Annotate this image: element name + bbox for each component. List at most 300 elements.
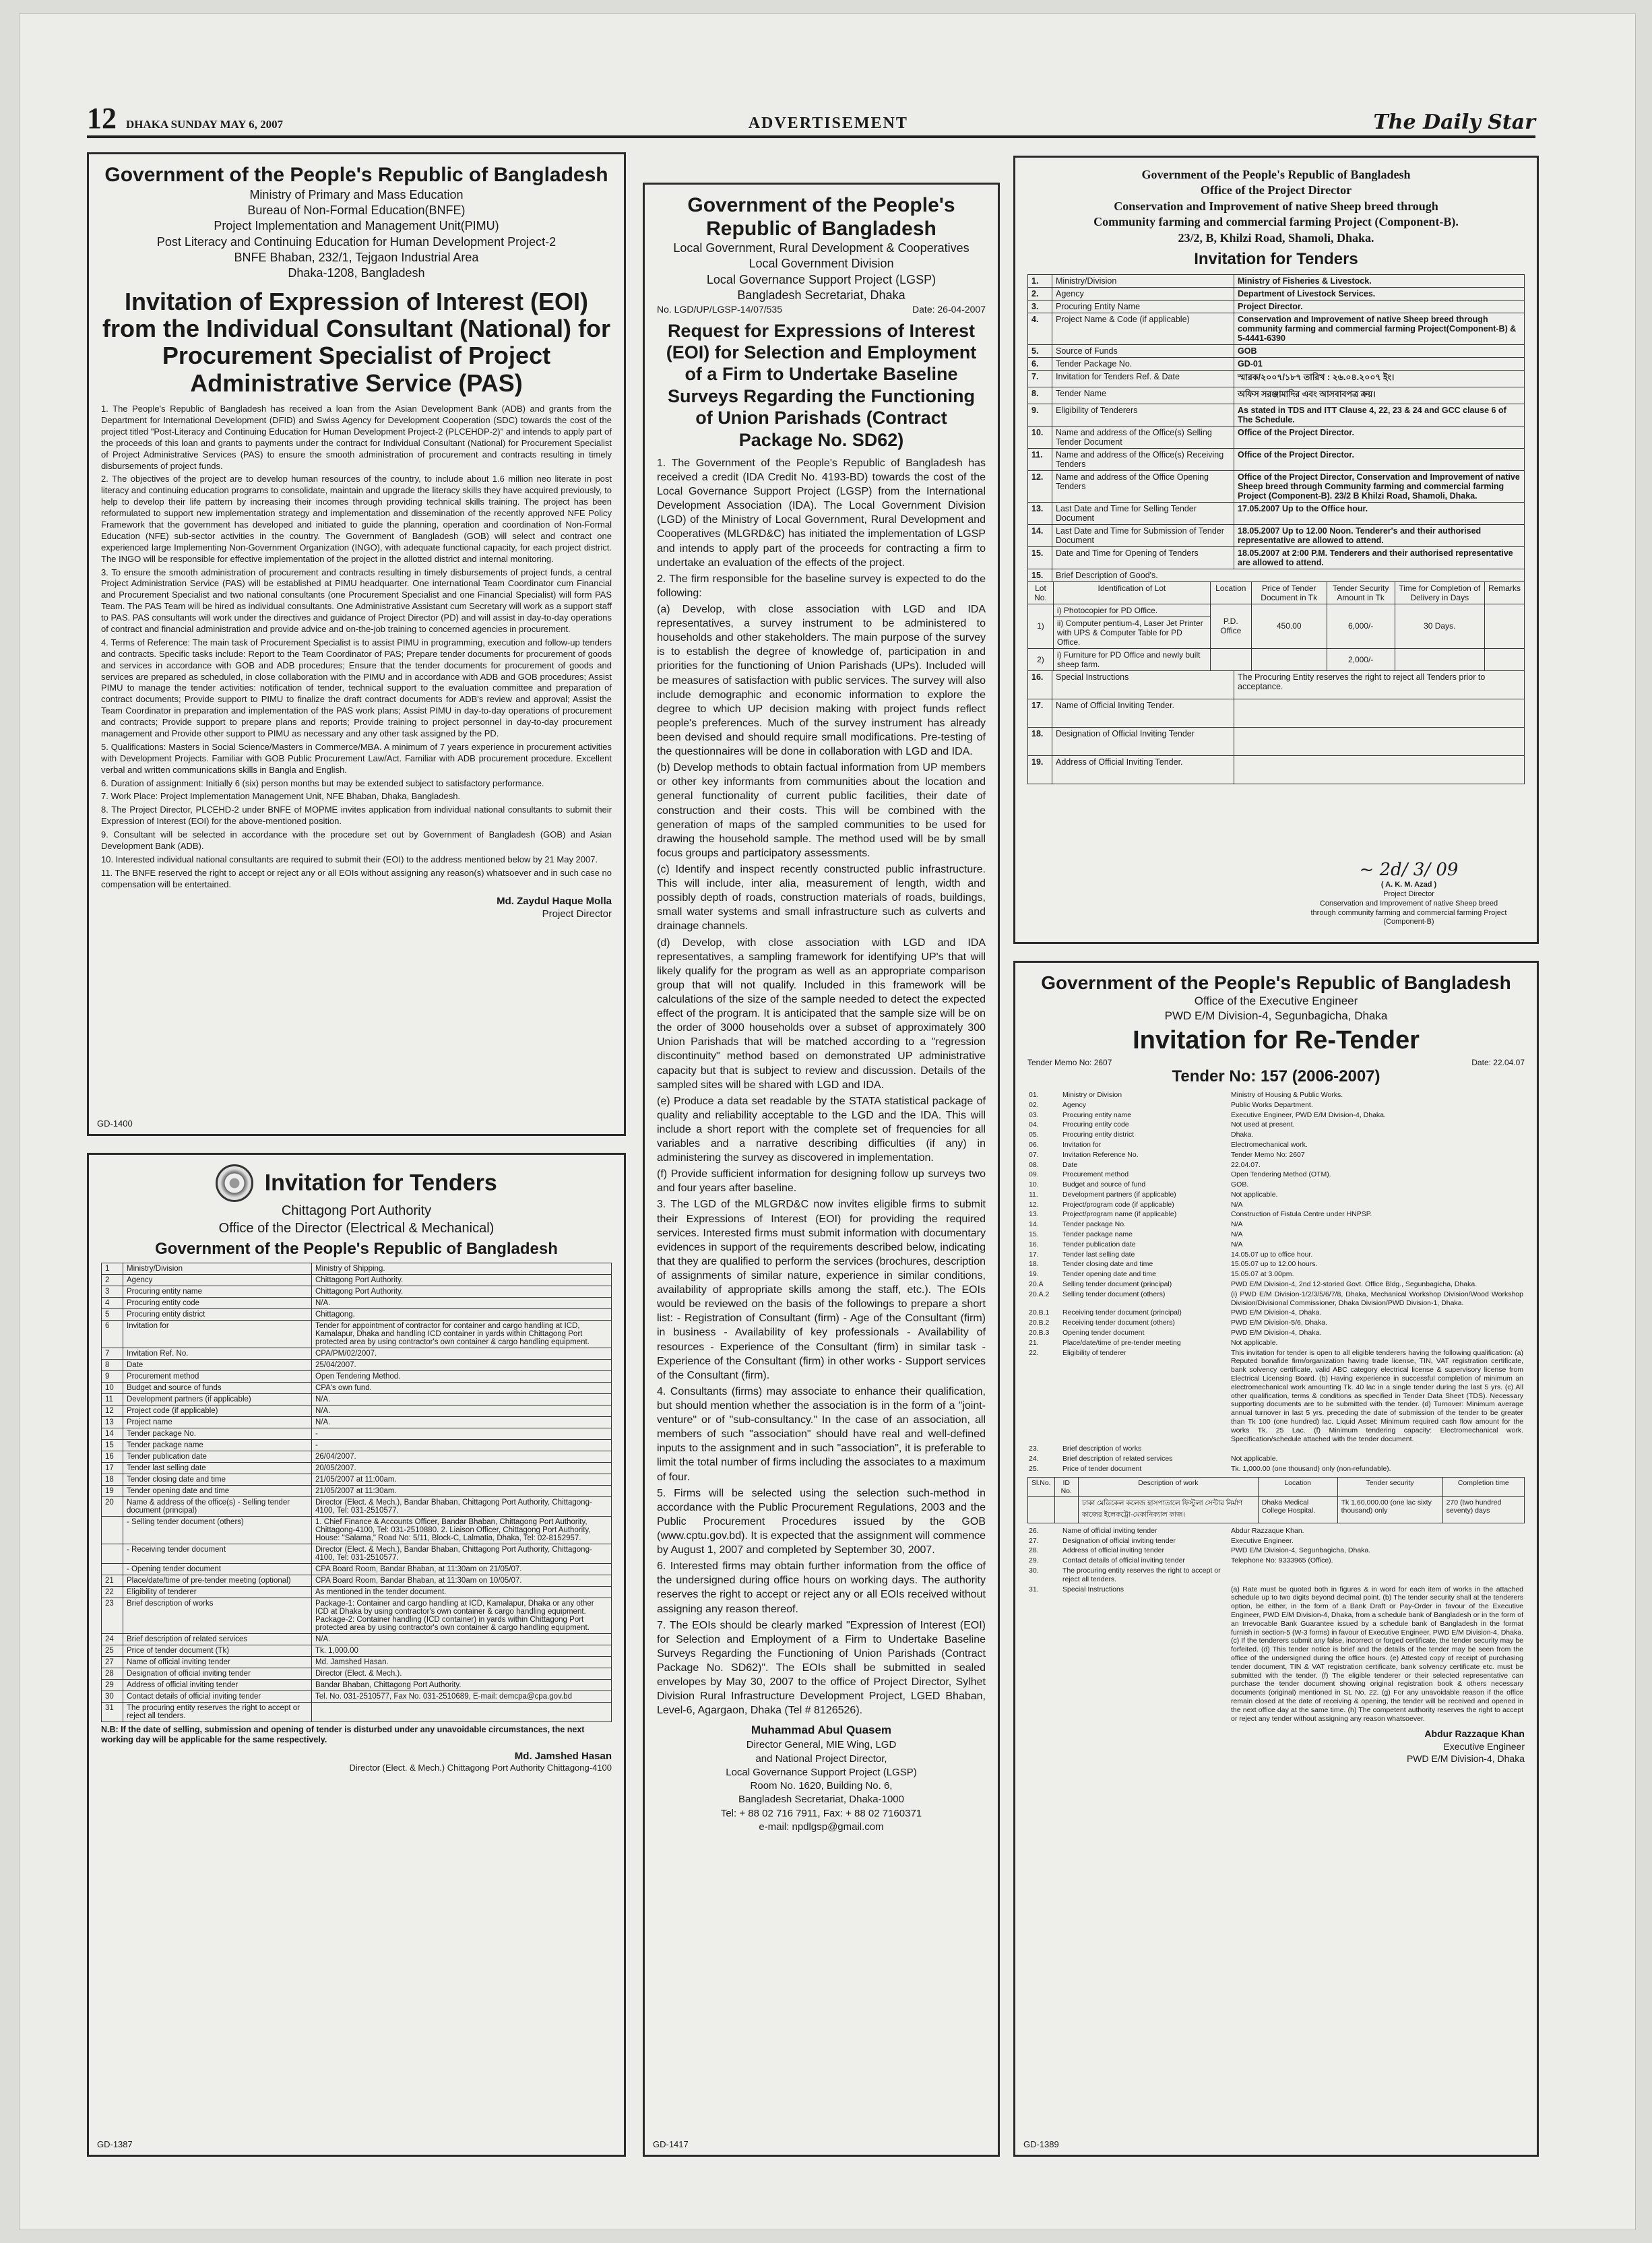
row-label: Brief description of works bbox=[1062, 1445, 1142, 1453]
detail-row bbox=[1027, 1180, 1525, 1190]
row-number: 23 bbox=[102, 1598, 123, 1633]
row-label: Name & address of the office(s) - Selling tender document (principal) bbox=[123, 1496, 312, 1516]
row-label: Tender closing date and time bbox=[1062, 1260, 1153, 1269]
row-value: Tender Memo No: 2607 bbox=[1231, 1150, 1305, 1159]
ad-government-title: Government of the People's Republic of Bangladesh bbox=[687, 194, 955, 240]
row-number: 4. bbox=[1028, 313, 1052, 344]
row-value: GOB. bbox=[1231, 1180, 1249, 1189]
row-number: 1. bbox=[1028, 274, 1052, 287]
row-value: স্মারক/২০০৭/১৮৭ তারিখ : ২৬.০৪.২০০৭ ইং। bbox=[1234, 370, 1525, 387]
row-label: Procuring entity code bbox=[123, 1297, 312, 1308]
row-number: 02. bbox=[1029, 1100, 1039, 1109]
row-label: Development partners (if applicable) bbox=[1062, 1190, 1176, 1199]
row-number: 30. bbox=[1029, 1566, 1039, 1575]
detail-row bbox=[1027, 1290, 1525, 1308]
row-value: Bandar Bhaban, Chittagong Port Authority. bbox=[312, 1679, 612, 1691]
signature-block: Abdur Razzaque Khan Executive Engineer PWD E/M Division-4, Dhaka bbox=[1406, 1728, 1525, 1764]
row-label: Procuring entity name bbox=[123, 1286, 312, 1297]
row-number: 21 bbox=[102, 1575, 123, 1586]
signature-block: Md. Jamshed Hasan Director (Elect. & Mech.) Chittagong Port Authority Chittagong-4100 bbox=[349, 1750, 612, 1773]
row-label: Name and address of the Office(s) Selling Tender Document bbox=[1052, 426, 1234, 448]
lot-row: 1) i) Photocopier for PD Office. P.D. Office 450.00 6,000/- 30 Days. bbox=[1028, 604, 1525, 617]
row-label: Tender closing date and time bbox=[123, 1474, 312, 1485]
row-label: Name and address of the Office Opening Tenders bbox=[1052, 470, 1234, 502]
works-row: ঢাকা মেডিকেল কলেজ হাসপাতালে ফিস্টুলা সেন্টার নির্মাণ কাজের ইলেকট্রো-মেকানিক্যাল কাজ। Dhaka Medical College Hospital. Tk 1,60,000.00 (one lac sixty thousand) only 270 (two hundred seventy) days bbox=[1028, 1496, 1525, 1523]
row-value: 14.05.07 up to office hour. bbox=[1231, 1250, 1313, 1259]
row-number: 11. bbox=[1029, 1190, 1038, 1199]
section-title: ADVERTISEMENT bbox=[748, 115, 908, 132]
detail-row bbox=[1027, 1338, 1525, 1348]
row-value bbox=[1234, 699, 1525, 727]
row-number: 9 bbox=[102, 1370, 123, 1382]
row-number: 29. bbox=[1029, 1556, 1039, 1565]
row-number: 13. bbox=[1029, 1210, 1039, 1219]
row-value: 15.05.07 up to 12.00 hours. bbox=[1231, 1260, 1318, 1269]
row-label: Brief description of works bbox=[123, 1598, 312, 1633]
detail-row bbox=[1027, 1140, 1525, 1150]
row-label: Name and address of the Office(s) Receiving Tenders bbox=[1052, 448, 1234, 470]
row-number: 16. bbox=[1029, 1240, 1039, 1249]
detail-row bbox=[1027, 1240, 1525, 1250]
row-label: Tender package name bbox=[1062, 1230, 1133, 1239]
row-label: Date bbox=[123, 1359, 312, 1370]
row-value: N/A. bbox=[312, 1633, 612, 1645]
row-number: 14. bbox=[1029, 1220, 1039, 1229]
row-value: Ministry of Shipping. bbox=[312, 1263, 612, 1274]
row-value: - bbox=[312, 1428, 612, 1439]
row-number: 8 bbox=[102, 1359, 123, 1370]
row-number: 20.B.3 bbox=[1029, 1329, 1050, 1337]
ad-org-lines: Government of the People's Republic of Bangladesh Office of the Project Director Conservation and Improvement of native Sheep breed through Community farming and commercial farming Project (Component-B). 23/2, B, Khilzi Road, Shamoli, Dhaka. bbox=[1093, 168, 1459, 245]
row-number bbox=[102, 1563, 123, 1575]
row-label: Designation of Official Inviting Tender bbox=[1052, 727, 1234, 755]
column-header: Location bbox=[1210, 581, 1251, 604]
lot-row: 2) i) Furniture for PD Office and newly built sheep farm. 2,000/- bbox=[1028, 648, 1525, 670]
column-header: Sl.No. bbox=[1028, 1477, 1055, 1496]
table-row bbox=[1028, 448, 1525, 470]
row-value: Ministry of Housing & Public Works. bbox=[1231, 1090, 1343, 1099]
eoi-procurement-specialist-ad bbox=[87, 152, 626, 1136]
row-value: GOB bbox=[1234, 344, 1525, 357]
row-number: 20 bbox=[102, 1496, 123, 1516]
row-number: 05. bbox=[1029, 1131, 1039, 1139]
row-label: Tender package name bbox=[123, 1439, 312, 1451]
row-label: Procuring entity district bbox=[1062, 1131, 1135, 1139]
row-label: Brief description of related services bbox=[1062, 1455, 1173, 1463]
row-value: Public Works Department. bbox=[1231, 1100, 1313, 1109]
row-value: GD-01 bbox=[1234, 357, 1525, 370]
table-row bbox=[102, 1348, 612, 1359]
row-label: Project code (if applicable) bbox=[123, 1405, 312, 1416]
row-value: CPA/PM/02/2007. bbox=[312, 1348, 612, 1359]
row-label: Name of Official Inviting Tender. bbox=[1052, 699, 1234, 727]
row-label: Receiving tender document (others) bbox=[1062, 1319, 1175, 1327]
column-header: Completion time bbox=[1442, 1477, 1524, 1496]
row-number: 28 bbox=[102, 1668, 123, 1679]
row-value bbox=[1230, 1566, 1525, 1585]
detail-row bbox=[1027, 1090, 1525, 1100]
row-number: 22. bbox=[1029, 1348, 1039, 1357]
row-number: 27. bbox=[1029, 1536, 1039, 1545]
detail-row bbox=[1027, 1585, 1525, 1724]
table-row bbox=[102, 1451, 612, 1462]
row-label: Brief Description of Good's. bbox=[1052, 569, 1525, 581]
ad-ref-row: No. LGD/UP/LGSP-14/07/535 Date: 26-04-2007 bbox=[657, 303, 986, 315]
row-number: 19. bbox=[1028, 755, 1052, 784]
signature-block: Md. Zaydul Haque Molla Project Director bbox=[497, 895, 612, 920]
table-row bbox=[1028, 274, 1525, 287]
row-value: This invitation for tender is open to all eligible tenderers having the following qualification: (a) Reputed bonafide firm/organization having trade license, TIN, VAT registration certificate, bank solvency certificate, valid ABC category electrical license & supervisory license from Electrical Licensing Board. (b) Having experience in successful completion of minimum an electromechanical work amounting Tk. 40 lac in a single tender during the last 5 yrs. (c) All other qualification, terms & conditions as specified in Tender Data Sheet (TDS). Necessary supporting documents are to be submitted with the tender. (d) Turnover: Minimum average annual turnover in last 5 yrs. preceding the date of submission of the tender to be greater than Tk 100 (one hundred) lac. Liquid Asset: Minimum required cash flow amount for the works Tk. 25 Lac. (f) Minimum tendering capacity: Electromechanical work. Specification/schedule attached with the tender document. bbox=[1231, 1348, 1523, 1443]
table-row bbox=[102, 1263, 612, 1274]
row-number: 19 bbox=[102, 1485, 123, 1496]
row-number: 16. bbox=[1028, 670, 1052, 699]
table-row bbox=[1028, 313, 1525, 344]
row-label: Agency bbox=[1062, 1100, 1087, 1109]
row-number: 8. bbox=[1028, 387, 1052, 404]
row-value: (i) PWD E/M Division-1/2/3/5/6/7/8, Dhaka, Mechanical Workshop Division/Wood Workshop Division/Divisional Commissioner, Dhaka Division/PWD Division-1, Dhaka. bbox=[1231, 1290, 1523, 1307]
detail-row bbox=[1027, 1566, 1525, 1585]
row-value: 1. Chief Finance & Accounts Officer, Bandar Bhaban, Chittagong Port Authority, Chittagong-4100, Tel: 031-2510880. 2. Liaison Officer, Chittagong Port Authority, House: "Salama," Road No: 5/11, Block-C, Lalmatia, Dhaka, Tel: 02-8152957. bbox=[312, 1516, 612, 1544]
table-row bbox=[102, 1516, 612, 1544]
row-number: 03. bbox=[1029, 1110, 1039, 1119]
row-number: 28. bbox=[1029, 1546, 1039, 1555]
detail-row bbox=[1027, 1130, 1525, 1140]
ad-ref-row: Tender Memo No: 2607 Date: 22.04.07 bbox=[1027, 1057, 1525, 1067]
row-number: 24 bbox=[102, 1633, 123, 1645]
detail-row bbox=[1027, 1250, 1525, 1260]
ad-headline: Request for Expressions of Interest (EOI) for Selection and Employment of a Firm to Undertake Baseline Surveys Regarding the Functioning of Union Parishads (Contract Package No. SD62) bbox=[666, 320, 977, 450]
row-label: Budget and source of fund bbox=[1062, 1180, 1146, 1189]
row-number: 21. bbox=[1029, 1338, 1039, 1347]
lgsp-eoi-ad bbox=[643, 183, 1000, 2157]
signature-block: Muhammad Abul Quasem Director General, MIE Wing, LGD and National Project Director, Local Governance Support Project (LGSP) Room No. 1620, Building No. 6, Bangladesh Secretariat, Dhaka-1000 Tel: + 88 02 716 7911, Fax: + 88 02 7160371 e-mail: npdlgsp@gmail.com bbox=[720, 1724, 922, 1833]
column-header: Description of work bbox=[1078, 1477, 1258, 1496]
table-row bbox=[1028, 699, 1525, 727]
row-value: N/A. bbox=[312, 1393, 612, 1405]
row-number: 12. bbox=[1028, 470, 1052, 502]
detail-row bbox=[1027, 1190, 1525, 1200]
row-value: Tk. 1,000.00 bbox=[312, 1645, 612, 1656]
row-value: Director (Elect. & Mech.), Bandar Bhaban, Chittagong Port Authority, Chittagong-4100, Tel: 031-2510577. bbox=[312, 1544, 612, 1563]
table-row bbox=[102, 1428, 612, 1439]
row-label: Tender publication date bbox=[1062, 1240, 1136, 1249]
row-label: Address of official inviting tender bbox=[123, 1679, 312, 1691]
row-number: 30 bbox=[102, 1691, 123, 1702]
row-label: Procuring Entity Name bbox=[1052, 300, 1234, 313]
row-number: 24. bbox=[1029, 1455, 1039, 1463]
row-number: 29 bbox=[102, 1679, 123, 1691]
row-label: Date and Time for Opening of Tenders bbox=[1052, 546, 1234, 569]
row-number: 01. bbox=[1029, 1090, 1039, 1099]
row-number: 18. bbox=[1028, 727, 1052, 755]
row-label: Price of tender document bbox=[1062, 1465, 1142, 1473]
row-value: 20/05/2007. bbox=[312, 1462, 612, 1474]
row-value: Tel. No. 031-2510577, Fax No. 031-2510689, E-mail: demcpa@cpa.gov.bd bbox=[312, 1691, 612, 1702]
row-number: 09. bbox=[1029, 1170, 1039, 1179]
row-number: 19. bbox=[1029, 1270, 1039, 1279]
row-label: Procurement method bbox=[1062, 1170, 1129, 1179]
ad-org-lines: Local Government, Rural Development & Cooperatives Local Government Division Local Governance Support Project (LGSP) Bangladesh Secretariat, Dhaka bbox=[673, 241, 970, 303]
ad-org: Chittagong Port Authority bbox=[281, 1203, 432, 1218]
table-row bbox=[1028, 546, 1525, 569]
row-number: 17. bbox=[1029, 1250, 1039, 1259]
row-label: Last Date and Time for Selling Tender Document bbox=[1052, 502, 1234, 524]
detail-row bbox=[1027, 1280, 1525, 1290]
row-number: 07. bbox=[1029, 1150, 1039, 1159]
page-header bbox=[87, 102, 1535, 138]
row-number: 08. bbox=[1029, 1160, 1039, 1169]
row-number: 10 bbox=[102, 1382, 123, 1393]
row-value: Open Tendering Method (OTM). bbox=[1231, 1170, 1331, 1179]
row-value: Not used at present. bbox=[1231, 1120, 1295, 1129]
handwritten-signature: ~ 2d/ 3/ 09 bbox=[1359, 859, 1459, 880]
row-value: N/A bbox=[1231, 1230, 1243, 1239]
row-number: 7. bbox=[1028, 370, 1052, 387]
row-value: CPA Board Room, Bandar Bhaban, at 11:30am on 10/05/07. bbox=[312, 1575, 612, 1586]
row-value: (a) Rate must be quoted both in figures & in word for each item of works in the attached schedule up to two digits beyond decimal point. (b) The tender security shall at the tenderers option, be either, in the form of a Bank Draft or Pay-Order in favour of the Executive Engineer, PWD E/M Division-4, Dhaka, from a schedule bank of Bangladesh or in the form of an Irrevocable Bank Guarantee issued by a schedule bank of Bangladesh in the format furnish in section-5 (W-3 forms) in favour of Executive Engineer, PWD E/M Division-4, Dhaka. (c) If the tenderers submit any false, incorrect or forged certificate, the tender security may be forfeited. (d) This tender notice is brief and the details of the tender may be seen from the office of the undersigned during the office hours. (e) Attested copy of receipt of purchasing tender document, TIN & VAT registration certificate, bank solvency certificate etc. must be submitted with the tender. (f) The eligible tenderer or their selected representative can purchase the tender document showing original registration book & others necessary documents (original) mentioned in SL No. 22. (g) For any unavoidable reason if the office remain closed at the date of receiving & opening, the tender will be received and opened in the next office day at the same time. (h) The competent authority reserves the right to accept or reject any tender without assigning any reason whatsoever. bbox=[1231, 1585, 1523, 1723]
row-label: Invitation Ref. No. bbox=[123, 1348, 312, 1359]
row-value: PWD E/M Division-4, Segunbagicha, Dhaka. bbox=[1231, 1546, 1371, 1555]
row-label: Tender opening date and time bbox=[1062, 1270, 1156, 1279]
tender-table bbox=[1027, 274, 1525, 582]
row-value: N/A bbox=[1231, 1220, 1243, 1229]
ad-code: GD-1417 bbox=[653, 2139, 689, 2149]
detail-row bbox=[1027, 1259, 1525, 1269]
table-row bbox=[1028, 524, 1525, 546]
row-number: 9. bbox=[1028, 404, 1052, 426]
column-header: Tender security bbox=[1337, 1477, 1442, 1496]
row-number: 31 bbox=[102, 1702, 123, 1721]
row-label: The procuring entity reserves the right to accept or reject all tenders. bbox=[123, 1702, 312, 1721]
row-label: Procuring entity district bbox=[123, 1308, 312, 1320]
row-number: 12. bbox=[1029, 1200, 1039, 1209]
column-header: Identification of Lot bbox=[1053, 581, 1210, 604]
row-label: Name of official inviting tender bbox=[1062, 1526, 1157, 1535]
row-label: Agency bbox=[1052, 287, 1234, 300]
row-value: Executive Engineer, PWD E/M Division-4, Dhaka. bbox=[1231, 1110, 1386, 1119]
detail-row bbox=[1027, 1444, 1525, 1454]
row-label: Tender opening date and time bbox=[123, 1485, 312, 1496]
row-label: Place/date/time of pre-tender meeting bbox=[1062, 1338, 1181, 1347]
row-number: 25. bbox=[1029, 1465, 1039, 1473]
row-value: N/A bbox=[1231, 1240, 1243, 1249]
row-number: 15. bbox=[1029, 1230, 1039, 1239]
row-number: 27 bbox=[102, 1656, 123, 1668]
row-value: Office of the Project Director. bbox=[1234, 448, 1525, 470]
row-label: Procuring entity code bbox=[1062, 1120, 1129, 1129]
row-number: 2. bbox=[1028, 287, 1052, 300]
detail-row bbox=[1027, 1200, 1525, 1210]
row-number bbox=[102, 1544, 123, 1563]
row-label: Tender last selling date bbox=[1062, 1250, 1135, 1259]
works-header-row bbox=[1028, 1477, 1525, 1496]
row-value: 21/05/2007 at 11:00am. bbox=[312, 1474, 612, 1485]
table-row bbox=[1028, 387, 1525, 404]
table-row bbox=[102, 1393, 612, 1405]
lot-table bbox=[1027, 581, 1525, 671]
table-row bbox=[1028, 502, 1525, 524]
signature-block: ~ 2d/ 3/ 09 ( A. K. M. Azad ) Project Director Conservation and Improvement of native Sheep breed through community farming and commercial farming Project (Component-B) bbox=[1308, 859, 1510, 927]
row-value: Chittagong Port Authority. bbox=[312, 1286, 612, 1297]
row-value: Department of Livestock Services. bbox=[1234, 287, 1525, 300]
row-label: Selling tender document (others) bbox=[1062, 1290, 1166, 1298]
row-number: 3 bbox=[102, 1286, 123, 1297]
newspaper-page bbox=[19, 13, 1636, 2230]
row-label: Place/date/time of pre-tender meeting (optional) bbox=[123, 1575, 312, 1586]
table-row bbox=[102, 1645, 612, 1656]
table-row bbox=[102, 1679, 612, 1691]
row-value: PWD E/M Division-5/6, Dhaka. bbox=[1231, 1319, 1327, 1327]
row-value: 18.05.2007 at 2:00 P.M. Tenderers and their authorised representative are allowed to attend. bbox=[1234, 546, 1525, 569]
row-label: Address of Official Inviting Tender. bbox=[1052, 755, 1234, 784]
table-row bbox=[102, 1474, 612, 1485]
row-label: Procurement method bbox=[123, 1370, 312, 1382]
ad-body: 1. The Government of the People's Republic of Bangladesh has received a credit (IDA Credit No. 4193-BD) towards the cost of the Local Governance Support Project (LGSP) from the International Development Association (IDA). The Local Government Division (LGD) of the Ministry of Local Government, Rural Development and Cooperatives (MLGRD&C) has initiated the implementation of LGSP and intends to apply part of the proceeds for contracting a firm to undertake an evaluation of the effects of the project. 2. The firm responsible for the baseline survey is expected to do the following: (a) Develop, with close association with LGD and IDA representatives, a survey instrument to be administered to households and other stakeholders. The main purpose of the survey is to establish the degree of knowledge of, participation in and priorities for the functioning of Union Parishads (UPs). Included will be measures of satisfaction with public services. The survey will also include demographic and economic information to explore the degree to which UP decision making with project funds reflect people's preferences. Much of the survey instrument has already been devised and should require small modifications. Pre-testing of the questionnaires will be done in collaboration with LGD and IDA. (b) Develop methods to obtain factual information from UP members or other key informants from communities about the location and general functionality of current public facilities, their date of construction and their costs. This will be combined with the generation of maps of the sampled communities to be used for drawing the household sample. The method used will be by small focus groups and participatory assessments. (c) Identify and inspect recently constructed public infrastructure. This will include, inter alia, measurement of length, width and possibly depth of roads, construction materials of roads, buildings, small water systems and small infrastructure such as culverts and drainage channels. (d) Develop, with close association with LGD and IDA representatives, a sampling framework for identifying UP's that will likely qualify for the program as well as an appropriate comparison group that will not qualify. Included in this framework will be calculations of the size of the sample needed to detect the expected effect of the program. It is anticipated that the sample size will be on the order of 3000 households over a subset of approximately 300 Union Parishads that will be matched according to a "regression discontinuity" method based on demonstrated UP administrative capacity but that is subject to review and discussion. Details of the sampled sites will be shared with LGD and IDA. (e) Produce a data set readable by the STATA statistical package of quality and reliability acceptable to the LGD and the IDA. This will include a short report with the complete set of frequencies for all variables and a narrative describing difficulties (if any) in administering the survey as discovered in implementation. (f) Provide sufficient information for designing follow up surveys two and four years after baseline. 3. The LGD of the MLGRD&C now invites eligible firms to submit their Expressions of Interest (EOI) for providing the required services. Interested firms must submit information with documentary evidences in support of the requirements described below, indicating that they are qualified to perform the services (brochures, description of assignments of similar nature, experience in similar conditions, availability of appropriate skills among the staff, etc.). The EOIs would be reviewed on the basis of the followings to prepare a short list: - Registration of Consultant (firm) - Age of the Consultant (firm) in business - Availability of key professionals - Availability of resources - Experience of the Consultant (firm) in similar task - Experience of the Consultant (firm) in other works - Support services of the Consultant (firm). 4. Consultants (firms) may associate to enhance their qualification, but should mention whether the association is in the form of a "joint-venture" or of "sub-consultancy." In the case of an association, all members of such "association" should have real and well-defined inputs to the assignment and in such "association", it is preferable to limit the total number of firms including the associates to a maximum of four. 5. Firms will be selected using the selection such-method in accordance with the Public Procurement Regulations, 2003 and the Public Procurement Procedures issued by the GOB (www.cptu.gov.bd). It is expected that the assignment will commence by August 1, 2007 and completed by September 30, 2007. 6. Interested firms may obtain further information from the office of the undersigned during office hours on working days. The authority reserves the right to accept or reject any or all EOIs received without assigning any reason thereof. 7. The EOIs should be clearly marked "Expression of Interest (EOI) for Selection and Employment of a Firm to Undertake Baseline Surveys Regarding the Functioning of Union Parishads (Contract Package No. SD62)". The EOIs shall be submitted in sealed envelopes by May 30, 2007 to the office of Project Director, Sylhet Division Rural Infrastructure Development Project, LGED Bhaban, Level-6, Agargaon, Dhaka (Tel # 8126526). bbox=[657, 457, 986, 1717]
row-number: 20.B.1 bbox=[1029, 1308, 1050, 1317]
row-label: Tender last selling date bbox=[123, 1462, 312, 1474]
row-label: Tender package No. bbox=[1062, 1220, 1126, 1229]
detail-row bbox=[1027, 1454, 1525, 1464]
row-value: 21/05/2007 at 11:30am. bbox=[312, 1485, 612, 1496]
row-number: 20.A bbox=[1029, 1280, 1044, 1289]
row-number: 15 bbox=[102, 1439, 123, 1451]
row-value: Director (Elect. & Mech.). bbox=[312, 1668, 612, 1679]
detail-row bbox=[1027, 1546, 1525, 1556]
table-row bbox=[102, 1563, 612, 1575]
ad-code: GD-1400 bbox=[97, 1118, 133, 1129]
table-row bbox=[102, 1485, 612, 1496]
dateline: DHAKA SUNDAY MAY 6, 2007 bbox=[126, 118, 284, 131]
row-value: PWD E/M Division-4, 2nd 12-storied Govt. Office Bldg., Segunbagicha, Dhaka. bbox=[1231, 1280, 1478, 1289]
row-label: - Selling tender document (others) bbox=[123, 1516, 312, 1544]
row-number: 18 bbox=[102, 1474, 123, 1485]
row-label: Tender Name bbox=[1052, 387, 1234, 404]
row-value: Office of the Project Director, Conservation and Improvement of native Sheep breed through Community farming and commercial farming Project (Component-B). 23/2 B Khilzi Road, Shamoli, Dhaka. bbox=[1234, 470, 1525, 502]
table-row bbox=[102, 1656, 612, 1668]
row-value: Abdur Razzaque Khan. bbox=[1231, 1526, 1304, 1535]
row-label: Ministry/Division bbox=[1052, 274, 1234, 287]
port-authority-logo-icon bbox=[216, 1164, 253, 1202]
detail-row bbox=[1027, 1120, 1525, 1130]
table-row bbox=[1028, 287, 1525, 300]
detail-row bbox=[1027, 1160, 1525, 1170]
row-value: Executive Engineer. bbox=[1231, 1536, 1294, 1545]
detail-row bbox=[1027, 1220, 1525, 1230]
row-value: Electromechanical work. bbox=[1231, 1140, 1308, 1149]
column-header: ID No. bbox=[1054, 1477, 1078, 1496]
row-value: 25/04/2007. bbox=[312, 1359, 612, 1370]
row-label: - Receiving tender document bbox=[123, 1544, 312, 1563]
row-label: Project Name & Code (if applicable) bbox=[1052, 313, 1234, 344]
detail-row bbox=[1027, 1230, 1525, 1240]
table-row: 15. Brief Description of Good's. bbox=[1028, 569, 1525, 581]
row-label: Contact details of official inviting tender bbox=[1062, 1556, 1185, 1565]
row-number bbox=[102, 1516, 123, 1544]
table-row bbox=[102, 1416, 612, 1428]
ad-headline: Invitation for Re-Tender bbox=[1133, 1026, 1420, 1055]
detail-row bbox=[1027, 1318, 1525, 1328]
detail-row bbox=[1027, 1308, 1525, 1318]
row-label: Project/program code (if applicable) bbox=[1062, 1200, 1174, 1209]
row-label: Invitation for bbox=[1062, 1140, 1102, 1149]
table-row bbox=[1028, 755, 1525, 784]
row-value: - bbox=[312, 1439, 612, 1451]
table-row bbox=[102, 1359, 612, 1370]
page-number: 12 bbox=[87, 102, 117, 135]
row-label: Source of Funds bbox=[1052, 344, 1234, 357]
table-row bbox=[102, 1598, 612, 1633]
detail-row bbox=[1027, 1269, 1525, 1280]
tender-official-details bbox=[1027, 1526, 1525, 1724]
row-value: Chittagong. bbox=[312, 1308, 612, 1320]
row-label: Tender publication date bbox=[123, 1451, 312, 1462]
ad-org-lines: Ministry of Primary and Mass Education Bureau of Non-Formal Education(BNFE) Project Implementation and Management Unit(PIMU) Post Literacy and Continuing Education for Human Development Project-2 BNFE Bhaban, 232/1, Tejgaon Industrial Area Dhaka-1208, Bangladesh bbox=[156, 187, 557, 280]
row-value bbox=[1230, 1444, 1525, 1454]
detail-row bbox=[1027, 1209, 1525, 1220]
row-value: The Procuring Entity reserves the right to reject all Tenders prior to acceptance. bbox=[1234, 670, 1525, 699]
row-label: Project name bbox=[123, 1416, 312, 1428]
row-number: 5 bbox=[102, 1308, 123, 1320]
row-value: Dhaka. bbox=[1231, 1131, 1254, 1139]
table-row bbox=[102, 1702, 612, 1721]
row-number: 5. bbox=[1028, 344, 1052, 357]
row-number: 10. bbox=[1028, 426, 1052, 448]
row-number: 04. bbox=[1029, 1120, 1039, 1129]
table-row bbox=[102, 1544, 612, 1563]
row-label: Selling tender document (principal) bbox=[1062, 1280, 1172, 1289]
column-header: Price of Tender Document in Tk bbox=[1251, 581, 1327, 604]
row-label: Brief description of related services bbox=[123, 1633, 312, 1645]
row-value: Office of the Project Director. bbox=[1234, 426, 1525, 448]
row-number: 1 bbox=[102, 1263, 123, 1274]
row-label: Development partners (if applicable) bbox=[123, 1393, 312, 1405]
row-value: Not applicable. bbox=[1231, 1338, 1278, 1347]
ad-note: N.B: If the date of selling, submission and opening of tender is disturbed under any unavoidable circumstances, the next working day will be applicable for the same respectively. bbox=[101, 1724, 585, 1745]
row-value: CPA's own fund. bbox=[312, 1382, 612, 1393]
ad-government-title: Government of the People's Republic of Bangladesh bbox=[104, 164, 608, 186]
sheep-breed-tender-ad bbox=[1013, 156, 1539, 944]
detail-row bbox=[1027, 1100, 1525, 1110]
row-value: Open Tendering Method. bbox=[312, 1370, 612, 1382]
tender-table-tail bbox=[1027, 670, 1525, 784]
row-number: 6 bbox=[102, 1320, 123, 1348]
table-row bbox=[1028, 300, 1525, 313]
row-number: 20.B.2 bbox=[1029, 1319, 1050, 1327]
row-value: Not applicable. bbox=[1231, 1455, 1278, 1463]
row-number: 4 bbox=[102, 1297, 123, 1308]
row-value: Tk. 1,000.00 (one thousand) only (non-refundable). bbox=[1231, 1465, 1391, 1473]
row-value: N/A bbox=[1231, 1200, 1243, 1209]
row-label: Invitation for Tenders Ref. & Date bbox=[1052, 370, 1234, 387]
row-label: Eligibility of tenderer bbox=[1062, 1348, 1126, 1357]
chittagong-port-tender-ad bbox=[87, 1153, 626, 2157]
table-row bbox=[1028, 370, 1525, 387]
ad-code: GD-1389 bbox=[1023, 2139, 1059, 2149]
row-number: 26. bbox=[1029, 1526, 1039, 1535]
tender-table bbox=[101, 1263, 612, 1722]
table-row bbox=[102, 1370, 612, 1382]
row-number: 17 bbox=[102, 1462, 123, 1474]
table-row bbox=[1028, 426, 1525, 448]
table-row bbox=[102, 1308, 612, 1320]
row-value: অফিস সরঞ্জামাদির এবং আসবাবপত্র ক্রয়। bbox=[1234, 387, 1525, 404]
row-number: 2 bbox=[102, 1274, 123, 1286]
row-label: Contact details of official inviting tender bbox=[123, 1691, 312, 1702]
column-header: Tender Security Amount in Tk bbox=[1327, 581, 1395, 604]
row-value: 22.04.07. bbox=[1231, 1160, 1261, 1169]
row-number: 11 bbox=[102, 1393, 123, 1405]
row-label: Procuring entity name bbox=[1062, 1110, 1132, 1119]
